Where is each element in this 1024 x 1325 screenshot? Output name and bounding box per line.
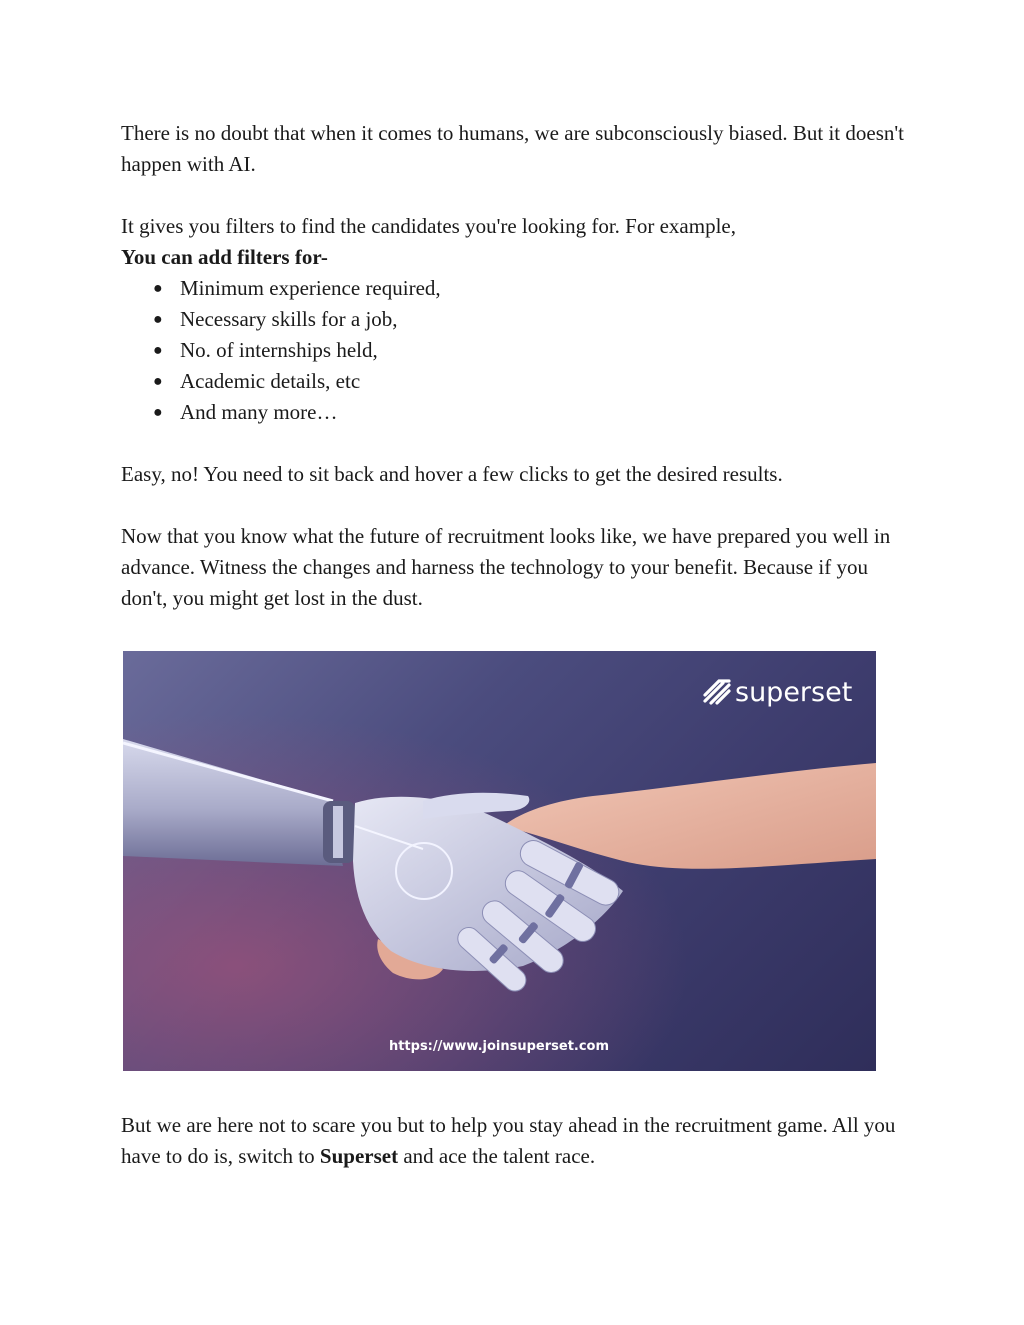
intro-paragraph: There is no doubt that when it comes to humans, we are subconsciously biased. But it doesn't happen with AI. (121, 121, 904, 176)
spacer (121, 180, 911, 211)
bullet-icon: ● (153, 311, 163, 328)
document-body (121, 118, 911, 614)
brand-name: Superset (319, 1144, 399, 1168)
handshake-image (123, 651, 876, 1071)
bullet-icon: ● (153, 342, 163, 359)
spacer (121, 428, 911, 459)
closing-paragraph: But we are here not to scare you but to help you stay ahead in the recruitment game. All you have to do is, switch to Superset and ace the talent race. (121, 1113, 896, 1168)
filters-heading: You can add filters for- (121, 245, 328, 269)
list-item: ● Academic details, etc (153, 366, 911, 397)
list-item: ● And many more… (153, 397, 911, 428)
list-item: ● No. of internships held, (153, 335, 911, 366)
filters-list (121, 273, 911, 428)
list-item: ● Minimum experience required, (153, 273, 911, 304)
bullet-icon: ● (153, 404, 163, 421)
filters-paragraph: It gives you filters to find the candidates you're looking for. For example, (121, 214, 736, 238)
bullet-icon: ● (153, 280, 163, 297)
bullet-icon: ● (153, 373, 163, 390)
future-paragraph: Now that you know what the future of recruitment looks like, we have prepared you well in advance. Witness the changes and harness the technology to your benefit. Because if you don't, you might get lost in the dust. (121, 524, 891, 610)
easy-paragraph: Easy, no! You need to sit back and hover a few clicks to get the desired results. (121, 462, 783, 486)
image-url-text: https://www.joinsuperset.com (388, 1039, 610, 1054)
list-item: ● Necessary skills for a job, (153, 304, 911, 335)
spacer (121, 490, 911, 521)
logo-text: superset (735, 677, 853, 708)
